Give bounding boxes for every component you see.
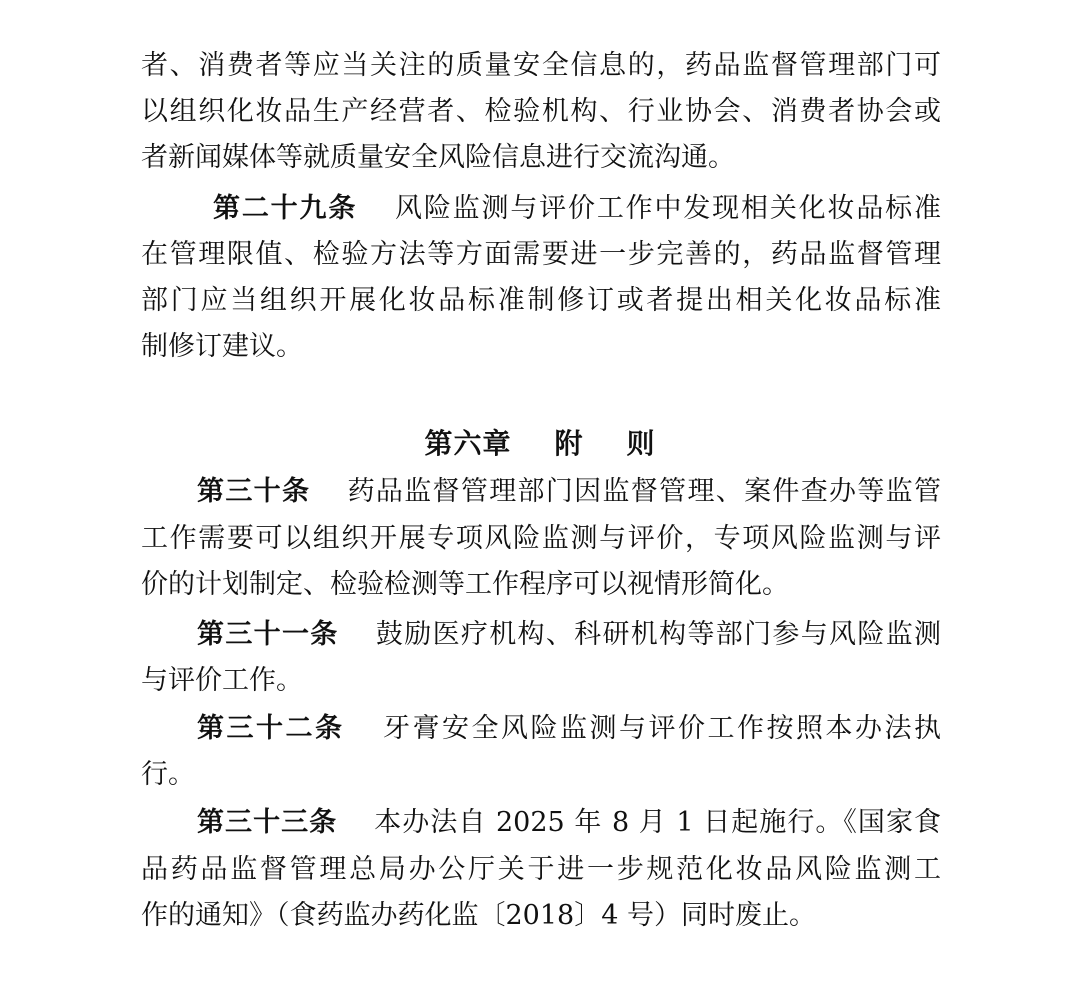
text-line: 行。 — [141, 759, 195, 790]
text-line: 者、消费者等应当关注的质量安全信息的，药品监督管理部门可 — [141, 50, 941, 81]
article-31-first-line — [197, 612, 941, 658]
text-line: 与评价工作。 — [141, 665, 303, 696]
text-line: 品药品监督管理总局办公厅关于进一步规范化妆品风险监测工 — [141, 854, 941, 885]
article-31-title: 第三十一条 — [197, 619, 339, 650]
article-32-title: 第三十二条 — [197, 713, 345, 744]
text-line: 部门应当组织开展化妆品标准制修订或者提出相关化妆品标准 — [141, 285, 941, 316]
text-line: 作的通知》（食药监办药化监〔2018〕4 号）同时废止。 — [141, 900, 816, 931]
text-segment: 本办法自 2025 年 8 月 1 日起施行。《国家食 — [373, 807, 941, 838]
text-line: 者新闻媒体等就质量安全风险信息进行交流沟通。 — [141, 142, 735, 173]
article-30-title: 第三十条 — [197, 476, 311, 507]
article-30-first-line — [197, 469, 941, 515]
article-33-title: 第三十三条 — [197, 807, 338, 838]
article-29-first-line — [213, 186, 941, 232]
text-segment: 鼓励医疗机构、科研机构等部门参与风险监测 — [374, 619, 942, 650]
chapter-heading: 第六章 附 则 — [424, 427, 656, 460]
text-line: 工作需要可以组织开展专项风险监测与评价，专项风险监测与评 — [141, 523, 941, 554]
text-segment: 风险监测与评价工作中发现相关化妆品标准 — [393, 193, 942, 224]
text-line: 制修订建议。 — [141, 331, 303, 362]
text-segment: 药品监督管理部门因监督管理、案件查办等监管 — [346, 476, 942, 507]
article-32-first-line — [197, 706, 941, 752]
text-line: 以组织化妆品生产经营者、检验机构、行业协会、消费者协会或 — [141, 96, 941, 127]
text-line: 在管理限值、检验方法等方面需要进一步完善的，药品监督管理 — [141, 239, 941, 270]
article-33-first-line — [197, 800, 941, 846]
text-segment: 牙膏安全风险监测与评价工作按照本办法执 — [380, 713, 941, 744]
text-line: 价的计划制定、检验检测等工作程序可以视情形简化。 — [141, 569, 789, 600]
article-29-title: 第二十九条 — [213, 193, 358, 224]
